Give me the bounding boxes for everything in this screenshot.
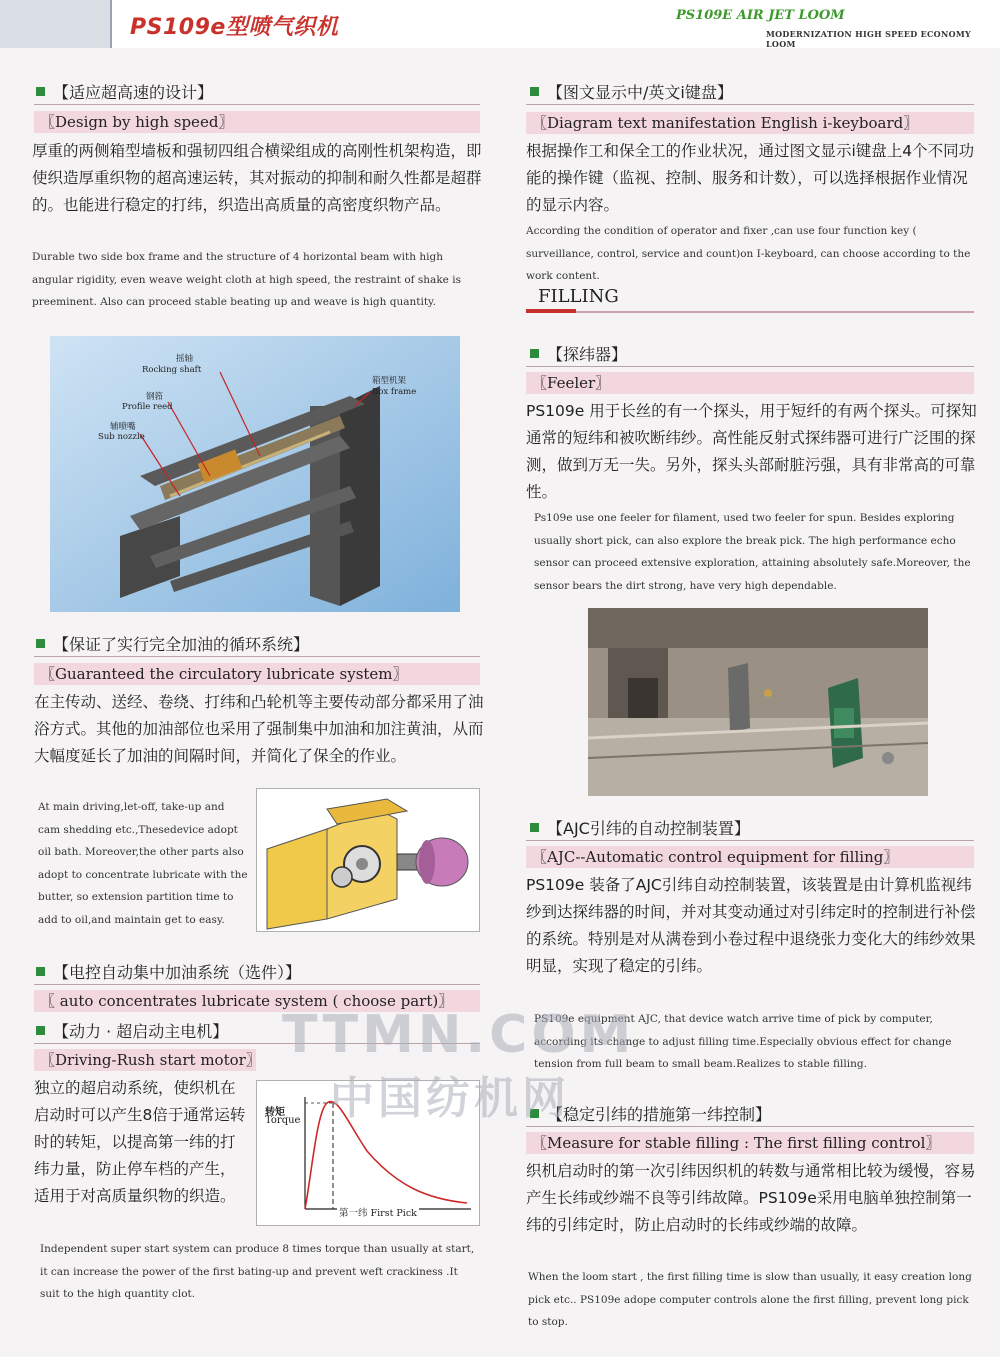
section-title-auto-lubricate: 【电控自动集中加油系统（选件）】 — [36, 960, 301, 983]
label-rocking-en: Rocking shaft — [142, 365, 202, 375]
chart-ylabel-en: Torque — [265, 1115, 301, 1126]
label-reed-cn: 钢筘 — [146, 392, 164, 402]
green-square-icon — [36, 639, 45, 648]
section-subtitle-motor: 〖Driving-Rush start motor〗 — [34, 1049, 256, 1071]
section-title-lubricate: 【保证了实行完全加油的循环系统】 — [36, 632, 309, 655]
section-title-feeler: 【探纬器】 — [530, 342, 627, 365]
divider — [34, 104, 480, 105]
section-subtitle-design: 〖Design by high speed〗 — [34, 111, 480, 133]
filling-rule — [526, 311, 974, 313]
divider — [526, 1126, 974, 1127]
feeler-device-icon — [588, 608, 928, 796]
body-en-ajc: PS109e equipment AJC, that device watch arrive time of pick by computer, according its change to adjust filling time.Especially obvious effect for change tension from full beam to small beam.Realizes to stable filling. — [534, 1013, 952, 1070]
box-frame-illustration — [50, 336, 460, 612]
green-square-icon — [530, 349, 539, 358]
section-subtitle-feeler: 〖Feeler〗 — [526, 372, 974, 394]
body-cn-motor: 独立的超启动系统，使织机在启动时可以产生8倍于通常运转时的转矩，以提高第一纬的打纬力量，防止停车档的产生，适用于对高质量织物的织造。 — [34, 1079, 246, 1205]
divider — [34, 984, 480, 985]
label-nozzle-en: Sub nozzle — [98, 432, 145, 442]
section-title-keyboard: 【图文显示中/英文i键盘】 — [530, 80, 733, 103]
section-title-first-filling: 【稳定引纬的措施第一纬控制】 — [530, 1102, 771, 1125]
motor-icon — [257, 789, 479, 931]
green-square-icon — [530, 823, 539, 832]
label-rocking-cn: 摇轴 — [176, 354, 194, 364]
brand-title-en: PS109E AIR JET LOOM — [676, 8, 845, 23]
chart-ylabel-cn: 转矩 — [265, 1107, 285, 1118]
body-cn-lubricate: 在主传动、送经、卷绕、打纬和凸轮机等主要传动部分都采用了油浴方式。其他的加油部位也采用了强制集中加油和加注黄油，从而大幅度延长了加油的间隔时间，并简化了保全的作业。 — [34, 693, 484, 765]
section-subtitle-first-filling: 〖Measure for stable filling : The first filling control〗 — [526, 1132, 974, 1154]
divider — [526, 104, 974, 105]
body-cn-feeler: PS109e 用于长丝的有一个探头，用于短纤的有两个探头。可探知通常的短纬和被吹断纬纱。高性能反射式探纬器可进行广泛围的探测，做到万无一失。另外，探头头部耐脏污强，具有非常高的可靠性。 — [526, 402, 977, 501]
section-title-ajc: 【AJC引纬的自动控制装置】 — [530, 816, 750, 839]
filling-accent — [526, 309, 576, 313]
divider — [526, 840, 974, 841]
body-cn-keyboard: 根据操作工和保全工的作业状况，通过图文显示i键盘上4个不同功能的操作键（监视、控制、服务和计数），可以选择根据作业情况的显示内容。 — [526, 142, 975, 214]
section-subtitle-keyboard: 〖Diagram text manifestation English i-keyboard〗 — [526, 112, 974, 134]
body-cn-first-filling: 织机启动时的第一次引纬因织机的转数与通常相比较为缓慢，容易产生长纬或纱端不良等引纬故障。PS109e采用电脑单独控制第一纬的引纬定时，防止启动时的长纬或纱端的故障。 — [526, 1162, 976, 1234]
body-en-lubricate: At main driving,let-off, take-up and cam shedding etc.,Thesedevice adopt oil bath. Moreover,the other parts also adopt to concentrate lubricate with the butter, so extension partition time to add to oil,and maintain get to easy. — [38, 801, 248, 926]
header-side-tab — [0, 0, 112, 48]
chart-xlabel: 第一纬 First Pick — [337, 1205, 419, 1219]
body-en-design: Durable two side box frame and the structure of 4 horizontal beam with high angular rigidity, even weave weight cloth at high speed, the restraint of shake is preeminent. Also can proceed stable beating up and weave is high quantity. — [32, 251, 461, 308]
feeler-photo — [588, 608, 928, 796]
watermark-url: TTMN.COM — [282, 1005, 636, 1065]
label-box-en: Box frame — [372, 387, 417, 397]
body-cn-design: 厚重的两侧箱型墙板和强韧四组合横梁组成的高刚性机架构造，即使织造厚重织物的超高速运转，其对振动的抑制和耐久性都是超群的。也能进行稳定的打纬，织造出高质量的高密度织物产品。 — [32, 142, 482, 214]
green-square-icon — [36, 1026, 45, 1035]
section-title-motor: 【动力 · 超启动主电机】 — [36, 1019, 228, 1042]
body-en-keyboard: According the condition of operator and fixer ,can use four function key ( surveillance, control, service and count)on I-keyboard, can choose according to the work content. — [526, 225, 971, 282]
label-box-cn: 箱型机架 — [372, 376, 407, 386]
section-subtitle-lubricate: 〖Guaranteed the circulatory lubricate system〗 — [34, 663, 480, 685]
section-subtitle-auto-lubricate: 〖 auto concentrates lubricate system ( choose part)〗 — [34, 990, 480, 1012]
green-square-icon — [36, 87, 45, 96]
divider — [526, 366, 974, 367]
green-square-icon — [530, 87, 539, 96]
body-en-feeler: Ps109e use one feeler for filament, used two feeler for spun. Besides exploring usually short pick, can also explore the break pick. The high performance echo sensor can proceed extensive exploration, attaining absolutely safe.Moreover, the sensor bears the dirt strong, have very high dependable. — [534, 512, 971, 592]
watermark-cn: 中国纺机网 — [330, 1073, 570, 1124]
filling-heading: FILLING — [538, 286, 619, 307]
section-title-design: 【适应超高速的设计】 — [36, 80, 213, 103]
divider — [34, 656, 480, 657]
body-en-first-filling: When the loom start , the first filling time is slow than usually, it easy creation long pick etc.. PS109e adope computer controls alone the first filling, prevent long pick to stop. — [528, 1271, 972, 1328]
body-en-motor: Independent super start system can produce 8 times torque than usually at start, it can increase the power of the first bating-up and prevent weft crackiness .It suit to the high quantity clot. — [40, 1243, 475, 1300]
body-cn-ajc: PS109e 装备了AJC引纬自动控制装置，该装置是由计算机监视纬纱到达探纬器的时间，并对其变动通过对引纬定时的控制进行补偿的系统。特别是对从满卷到小卷过程中退绕张力变化大的纬纱效果明显，实现了稳定的引纬。 — [526, 876, 976, 975]
label-nozzle-cn: 辅喷嘴 — [110, 422, 136, 432]
brand-title-cn: PS109e型喷气织机 — [130, 15, 339, 40]
brand-subtitle: MODERNIZATION HIGH SPEED ECONOMY LOOM — [766, 29, 972, 49]
oil-bath-illustration — [256, 788, 480, 932]
green-square-icon — [36, 967, 45, 976]
section-subtitle-ajc: 〖AJC--Automatic control equipment for filling〗 — [526, 846, 974, 868]
label-reed-en: Profile reed — [122, 402, 173, 412]
